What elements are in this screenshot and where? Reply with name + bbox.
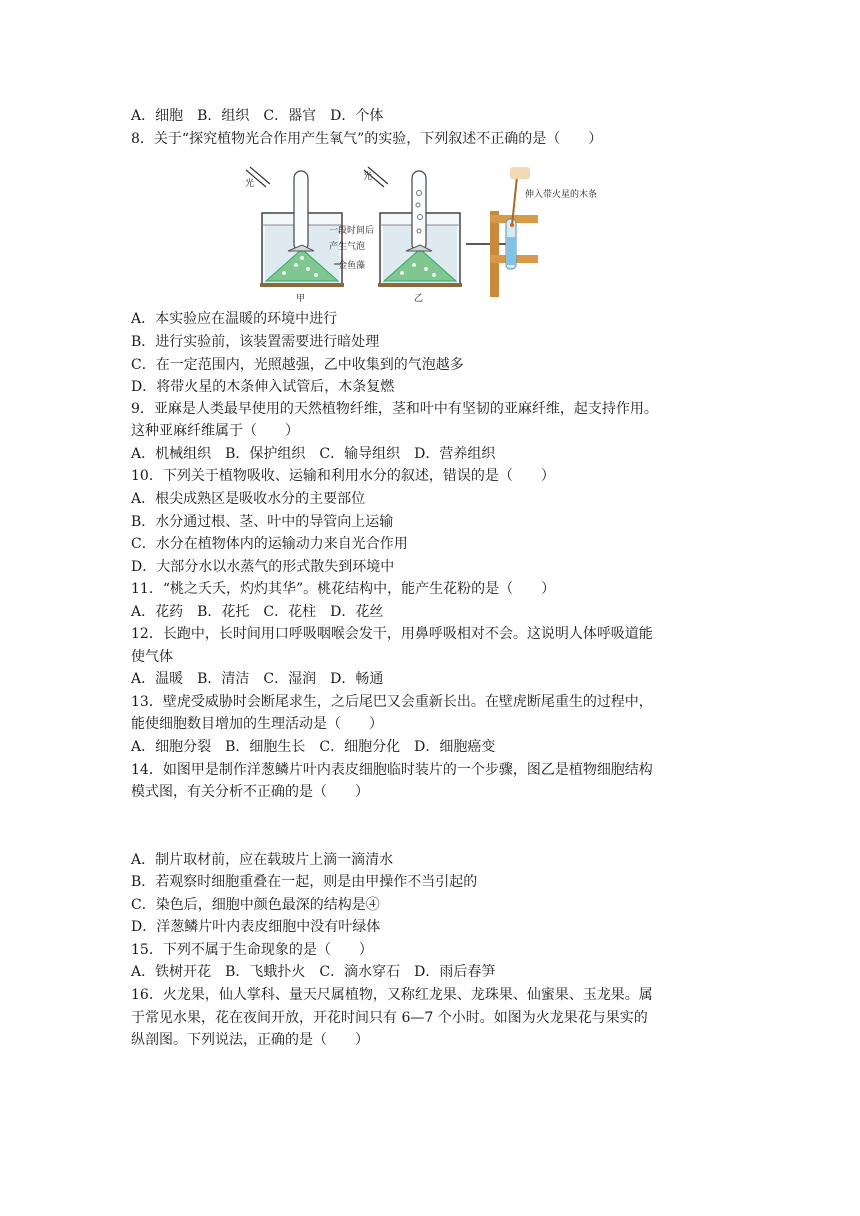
q9-stem-line1: 9．亚麻是人类最早使用的天然植物纤维，茎和叶中有坚韧的亚麻纤维，起支持作用。 [131, 401, 658, 417]
q10-option-b: B．水分通过根、茎、叶中的导管向上运输 [131, 514, 394, 530]
q14-option-b: B．若观察时细胞重叠在一起，则是由甲操作不当引起的 [131, 874, 478, 890]
q15-stem: 15．下列不属于生命现象的是（ ） [131, 942, 373, 958]
light-label-a: 光 [245, 179, 255, 189]
after-label: 一段时间后 [329, 226, 375, 236]
q14-option-a: A．制片取材前，应在载玻片上滴一滴清水 [131, 852, 394, 868]
label-jia: 甲 [296, 294, 306, 304]
q8-option-a: A．本实验应在温暖的环境中进行 [131, 311, 338, 327]
q9-options: A．机械组织 B．保护组织 C．输导组织 D．营养组织 [131, 446, 496, 462]
q12-stem-line1: 12．长跑中，长时间用口呼吸咽喉会发干，用鼻呼吸相对不会。这说明人体呼吸道能 [131, 626, 653, 642]
bubbles-label: 产生气泡 [329, 242, 366, 252]
q16-stem-line3: 纵剖图。下列说法，正确的是（ ） [131, 1032, 369, 1048]
test-tube-stand [490, 167, 597, 297]
q16-stem-line2: 于常见水果，花在夜间开放，开花时间只有 6—7 个小时。如图为火龙果花与果实的 [131, 1010, 648, 1026]
photosynthesis-experiment-figure [244, 165, 622, 305]
q10-option-a: A．根尖成熟区是吸收水分的主要部位 [131, 491, 366, 507]
q13-options: A．细胞分裂 B．细胞生长 C．细胞分化 D．细胞癌变 [131, 739, 496, 755]
q14-stem-line2: 模式图，有关分析不正确的是（ ） [131, 784, 369, 800]
q8-option-b: B．进行实验前，该装置需要进行暗处理 [131, 334, 380, 350]
q13-stem-line2: 能使细胞数目增加的生理活动是（ ） [131, 716, 383, 732]
plant-label: 金鱼藻 [338, 261, 366, 271]
light-label-b: 光 [363, 172, 373, 182]
q14-option-d: D．洋葱鳞片叶内表皮细胞中没有叶绿体 [131, 919, 381, 935]
q11-options: A．花药 B．花托 C．花柱 D．花丝 [131, 604, 384, 620]
q13-stem-line1: 13．壁虎受威胁时会断尾求生，之后尾巴又会重新长出。在壁虎断尾重生的过程中， [131, 694, 653, 710]
q16-stem-line1: 16．火龙果，仙人掌科、量天尺属植物，又称红龙果、龙珠果、仙蜜果、玉龙果。属 [131, 987, 653, 1003]
q10-option-c: C．水分在植物体内的运输动力来自光合作用 [131, 536, 408, 552]
q15-options: A．铁树开花 B．飞蛾扑火 C．滴水穿石 D．雨后春笋 [131, 964, 496, 980]
q12-stem-line2: 使气体 [131, 649, 173, 665]
q14-stem-line1: 14．如图甲是制作洋葱鳞片叶内表皮细胞临时装片的一个步骤，图乙是植物细胞结构 [131, 762, 653, 778]
q14-option-c: C．染色后，细胞中颜色最深的结构是④ [131, 897, 380, 913]
stick-label: 伸入带火星的木条 [525, 190, 598, 200]
q8-stem: 8．关于“探究植物光合作用产生氧气”的实验，下列叙述不正确的是（ ） [131, 131, 603, 147]
label-yi: 乙 [414, 294, 424, 304]
q12-options: A．温暖 B．清洁 C．湿润 D．畅通 [131, 671, 384, 687]
q8-option-d: D．将带火星的木条伸入试管后，木条复燃 [131, 379, 395, 395]
q10-option-d: D．大部分水以水蒸气的形式散失到环境中 [131, 559, 395, 575]
beaker-yi [363, 167, 462, 304]
q10-stem: 10．下列关于植物吸收、运输和利用水分的叙述，错误的是（ ） [131, 468, 555, 484]
q8-option-c: C．在一定范围内，光照越强，乙中收集到的气泡越多 [131, 357, 464, 373]
q9-stem-line2: 这种亚麻纤维属于（ ） [131, 423, 299, 439]
q7-options: A．细胞 B．组织 C．器官 D．个体 [131, 108, 384, 124]
q11-stem: 11．“桃之夭夭，灼灼其华”。桃花结构中，能产生花粉的是（ ） [131, 581, 556, 597]
